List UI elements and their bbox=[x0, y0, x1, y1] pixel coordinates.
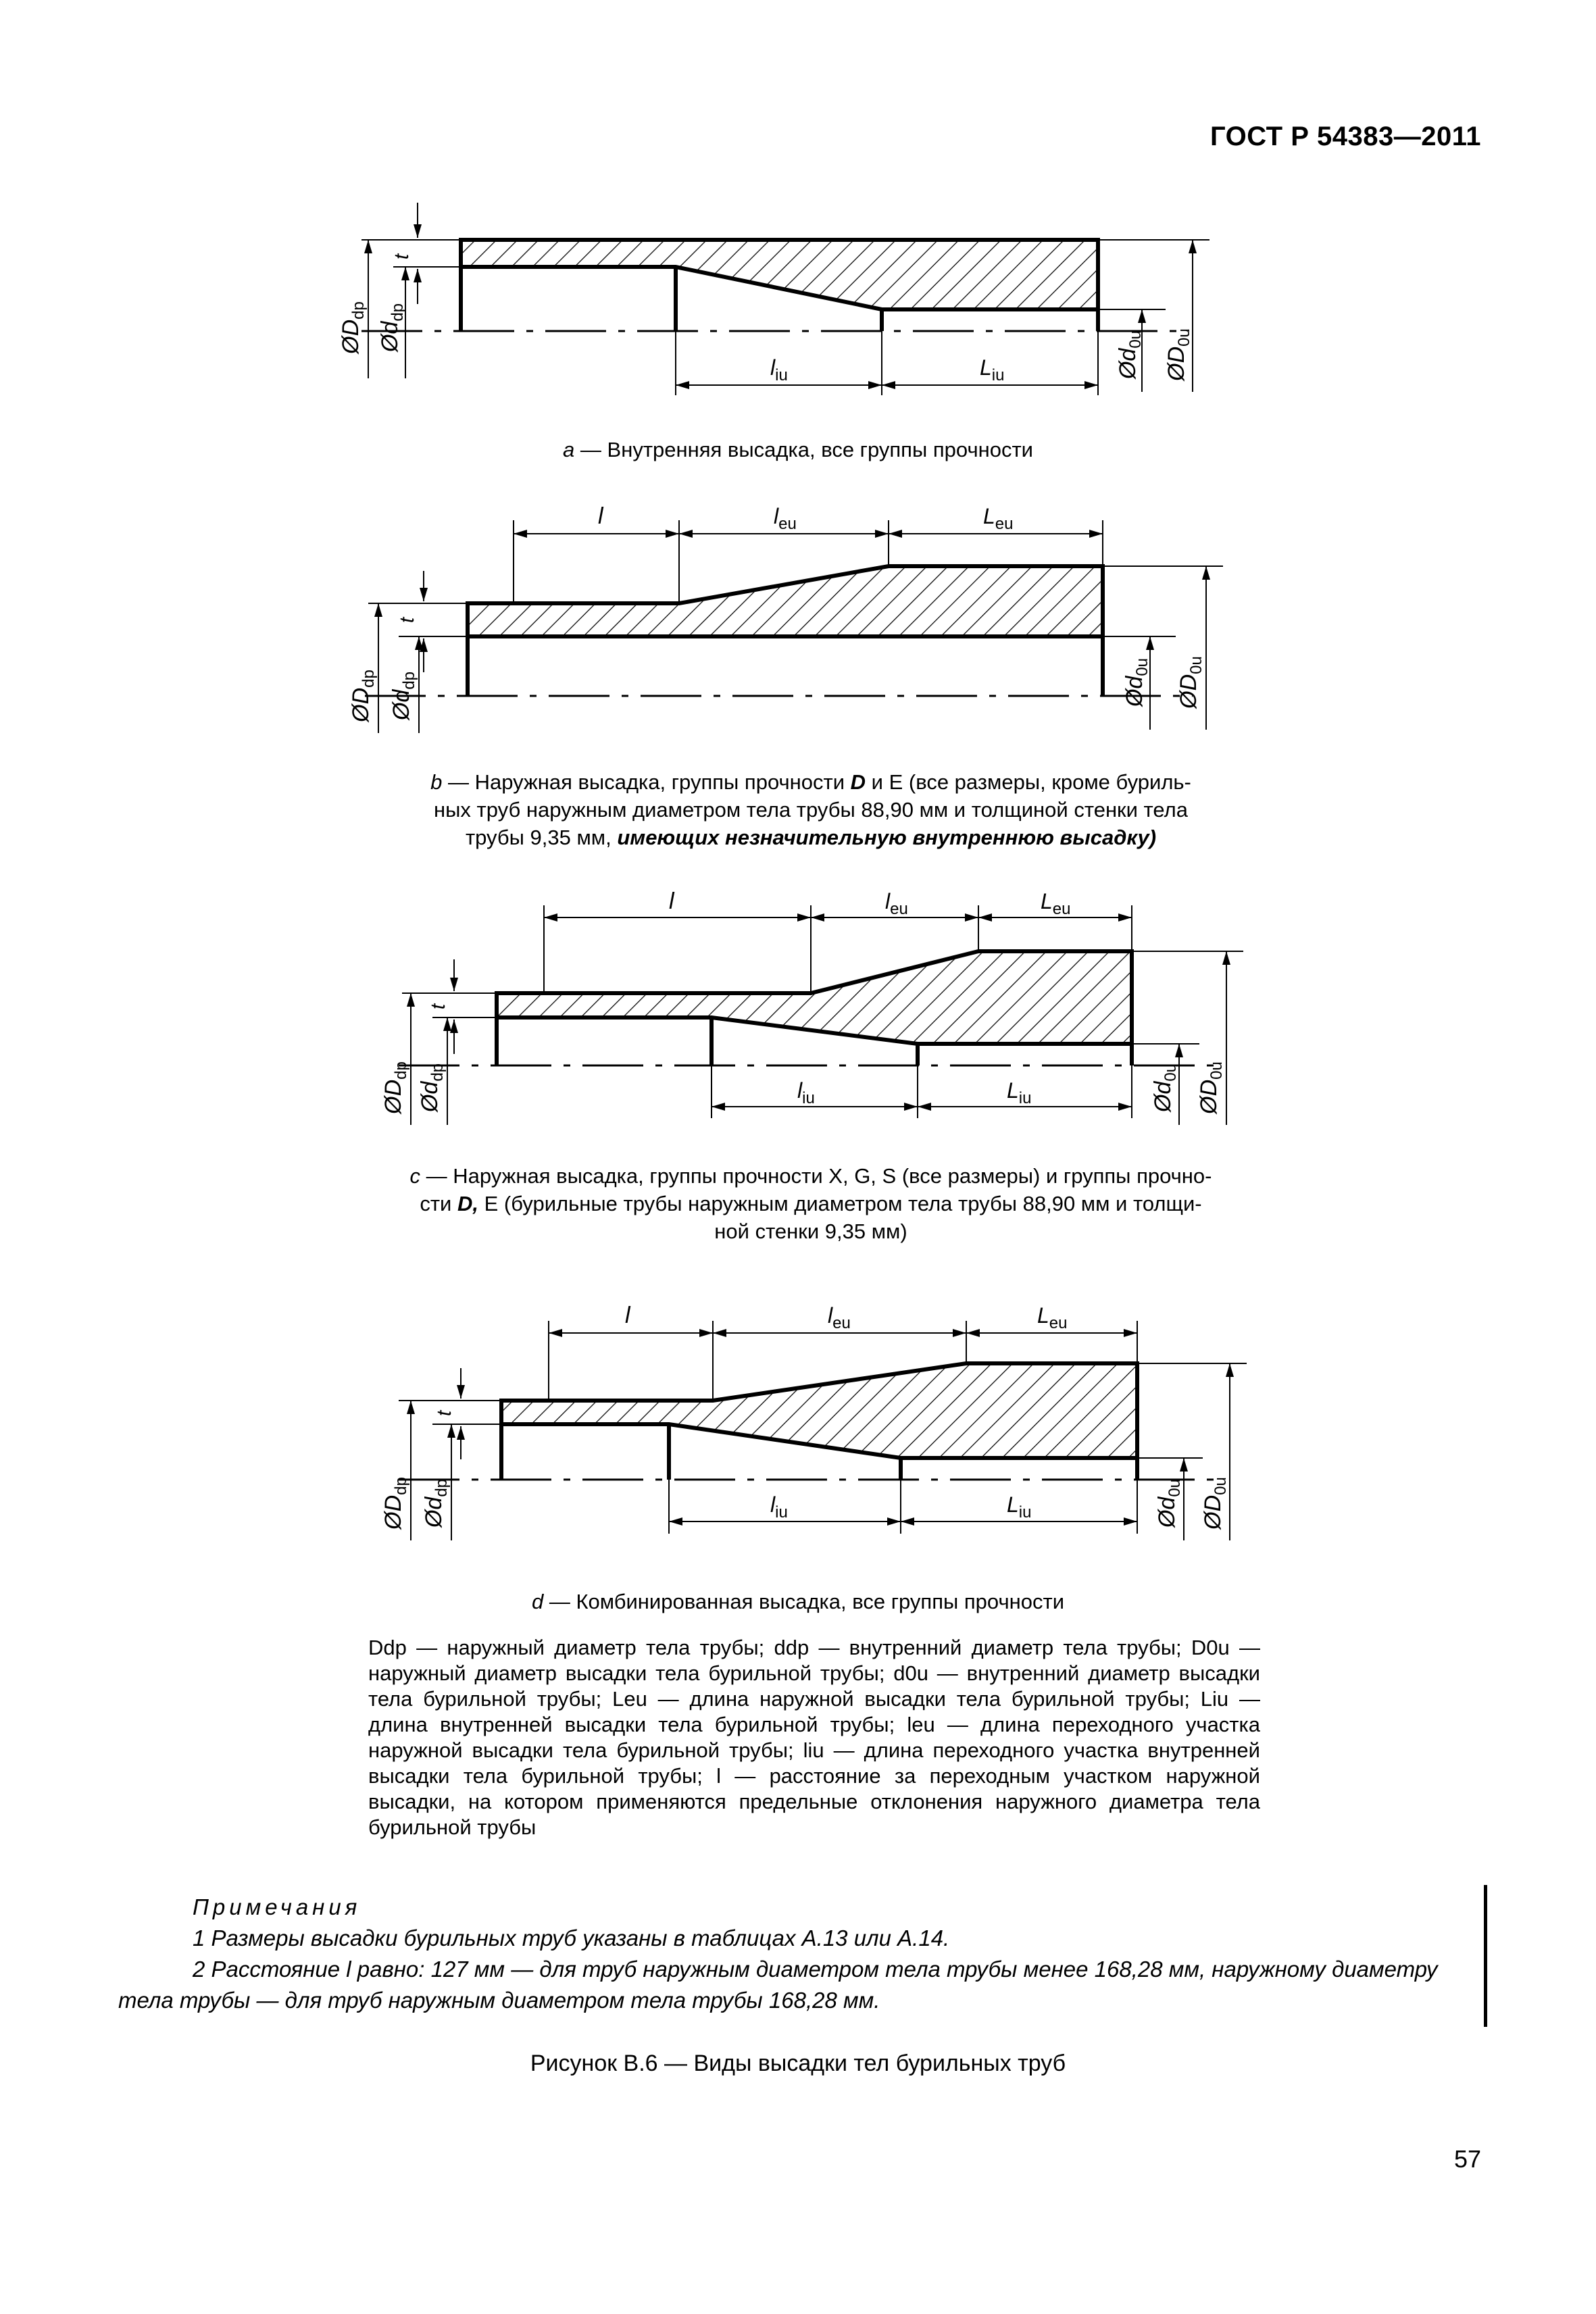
label-leu: $l_{eu}$ bbox=[828, 1303, 851, 1332]
label-Leu: $L_{eu}$ bbox=[1041, 889, 1071, 918]
notes-title: Примечания bbox=[193, 1894, 361, 1919]
label-Ddp: $ØD_{dp}$ bbox=[380, 1061, 410, 1114]
label-Ddp: $ØD_{dp}$ bbox=[348, 670, 378, 722]
drawing-d bbox=[380, 1303, 1247, 1540]
figure-title: Рисунок В.6 — Виды высадки тел бурильных труб bbox=[530, 2051, 1066, 2076]
label-d0u: $Ød_{0u}$ bbox=[1154, 1478, 1184, 1528]
label-Liu: $L_{iu}$ bbox=[980, 355, 1005, 384]
document-header: ГОСТ Р 54383—2011 bbox=[1210, 122, 1481, 151]
drawing-a bbox=[338, 203, 1210, 395]
label-ddp: $Ød_{dp}$ bbox=[417, 1063, 447, 1113]
label-liu: $l_{iu}$ bbox=[770, 1492, 788, 1521]
note-1: 1 Размеры высадки бурильных труб указаны в таблицах А.13 или А.14. bbox=[193, 1926, 950, 1951]
label-liu: $l_{iu}$ bbox=[797, 1078, 815, 1107]
caption-d: d — Комбинированная высадка, все группы прочности bbox=[531, 1590, 1065, 1613]
notes bbox=[118, 1892, 1490, 2016]
label-t: t bbox=[396, 617, 418, 624]
note-2: 2 Расстояние l равно: 127 мм — для труб наружным диаметром тела трубы менее 168,28 мм, наружному диаметру тела трубы — для труб наружным диаметром тела трубы 168,28 мм. bbox=[118, 1957, 1438, 2013]
label-Liu: $L_{iu}$ bbox=[1007, 1492, 1032, 1521]
label-Leu: $L_{eu}$ bbox=[983, 504, 1014, 533]
label-D0u: $ØD_{0u}$ bbox=[1176, 656, 1205, 709]
label-t: t bbox=[427, 1003, 449, 1010]
wall-section-a bbox=[461, 240, 1098, 309]
label-D0u: $ØD_{0u}$ bbox=[1164, 328, 1193, 381]
drawing-c bbox=[380, 888, 1243, 1125]
label-d0u: $Ød_{0u}$ bbox=[1115, 330, 1145, 380]
label-d0u: $Ød_{0u}$ bbox=[1122, 657, 1151, 707]
label-l: l bbox=[669, 888, 674, 914]
label-D0u: $ØD_{0u}$ bbox=[1196, 1061, 1226, 1114]
label-Liu: $L_{iu}$ bbox=[1007, 1078, 1032, 1107]
label-t: t bbox=[433, 1410, 455, 1417]
caption-b: b — Наружная высадка, группы прочности D и E (все размеры, кроме буриль- ных труб наружным диаметром тела трубы 88,90 мм и толщиной стенки тела трубы 9,35 мм, имеющих незначительную внутреннюю высадку) bbox=[430, 770, 1191, 849]
wall-section-d bbox=[501, 1363, 1137, 1458]
caption-c: c — Наружная высадка, группы прочности X, G, S (все размеры) и группы прочно- сти D, E (бурильные трубы наружным диаметром тела трубы 88,90 мм и толщи- ной стенки 9,35 мм) bbox=[409, 1164, 1212, 1243]
label-Ddp: $ØD_{dp}$ bbox=[338, 301, 368, 354]
label-l: l bbox=[598, 503, 603, 529]
label-ddp: $Ød_{dp}$ bbox=[421, 1478, 451, 1528]
label-Leu: $L_{eu}$ bbox=[1037, 1303, 1068, 1332]
label-Ddp: $ØD_{dp}$ bbox=[380, 1477, 410, 1530]
label-ddp: $Ød_{dp}$ bbox=[389, 671, 418, 721]
label-D0u: $ØD_{0u}$ bbox=[1200, 1477, 1230, 1530]
label-leu: $l_{eu}$ bbox=[774, 504, 797, 533]
label-d0u: $Ød_{0u}$ bbox=[1150, 1063, 1180, 1113]
label-leu: $l_{eu}$ bbox=[885, 889, 908, 918]
label-ddp: $Ød_{dp}$ bbox=[377, 303, 407, 353]
wall-section-b bbox=[468, 566, 1103, 636]
symbol-legend: Ddp — наружный диаметр тела трубы; ddp — внутренний диаметр тела трубы; D0u — наружный диаметр высадки тела бурильной трубы; d0u — внутренний диаметр высадки тела бурильной трубы; Leu — длина наружной высадки тела бурильной трубы; Liu — длина внутренней высадки тела бурильной трубы; leu — длина переходного участка наружной высадки тела бурильной трубы; liu — длина переходного участка внутренней высадки тела бурильной трубы; l — расстояние за переходным участком наружной высадки, на котором применяются предельные отклонения наружного диаметра тела бурильной трубы bbox=[368, 1636, 1260, 1839]
wall-section-c bbox=[497, 951, 1132, 1044]
label-liu: $l_{iu}$ bbox=[770, 355, 788, 384]
caption-a: a — Внутренняя высадка, все группы прочности bbox=[563, 438, 1033, 461]
label-t: t bbox=[391, 253, 413, 260]
drawing-b bbox=[348, 503, 1223, 733]
page-number: 57 bbox=[1453, 2145, 1481, 2173]
label-l: l bbox=[625, 1303, 630, 1328]
